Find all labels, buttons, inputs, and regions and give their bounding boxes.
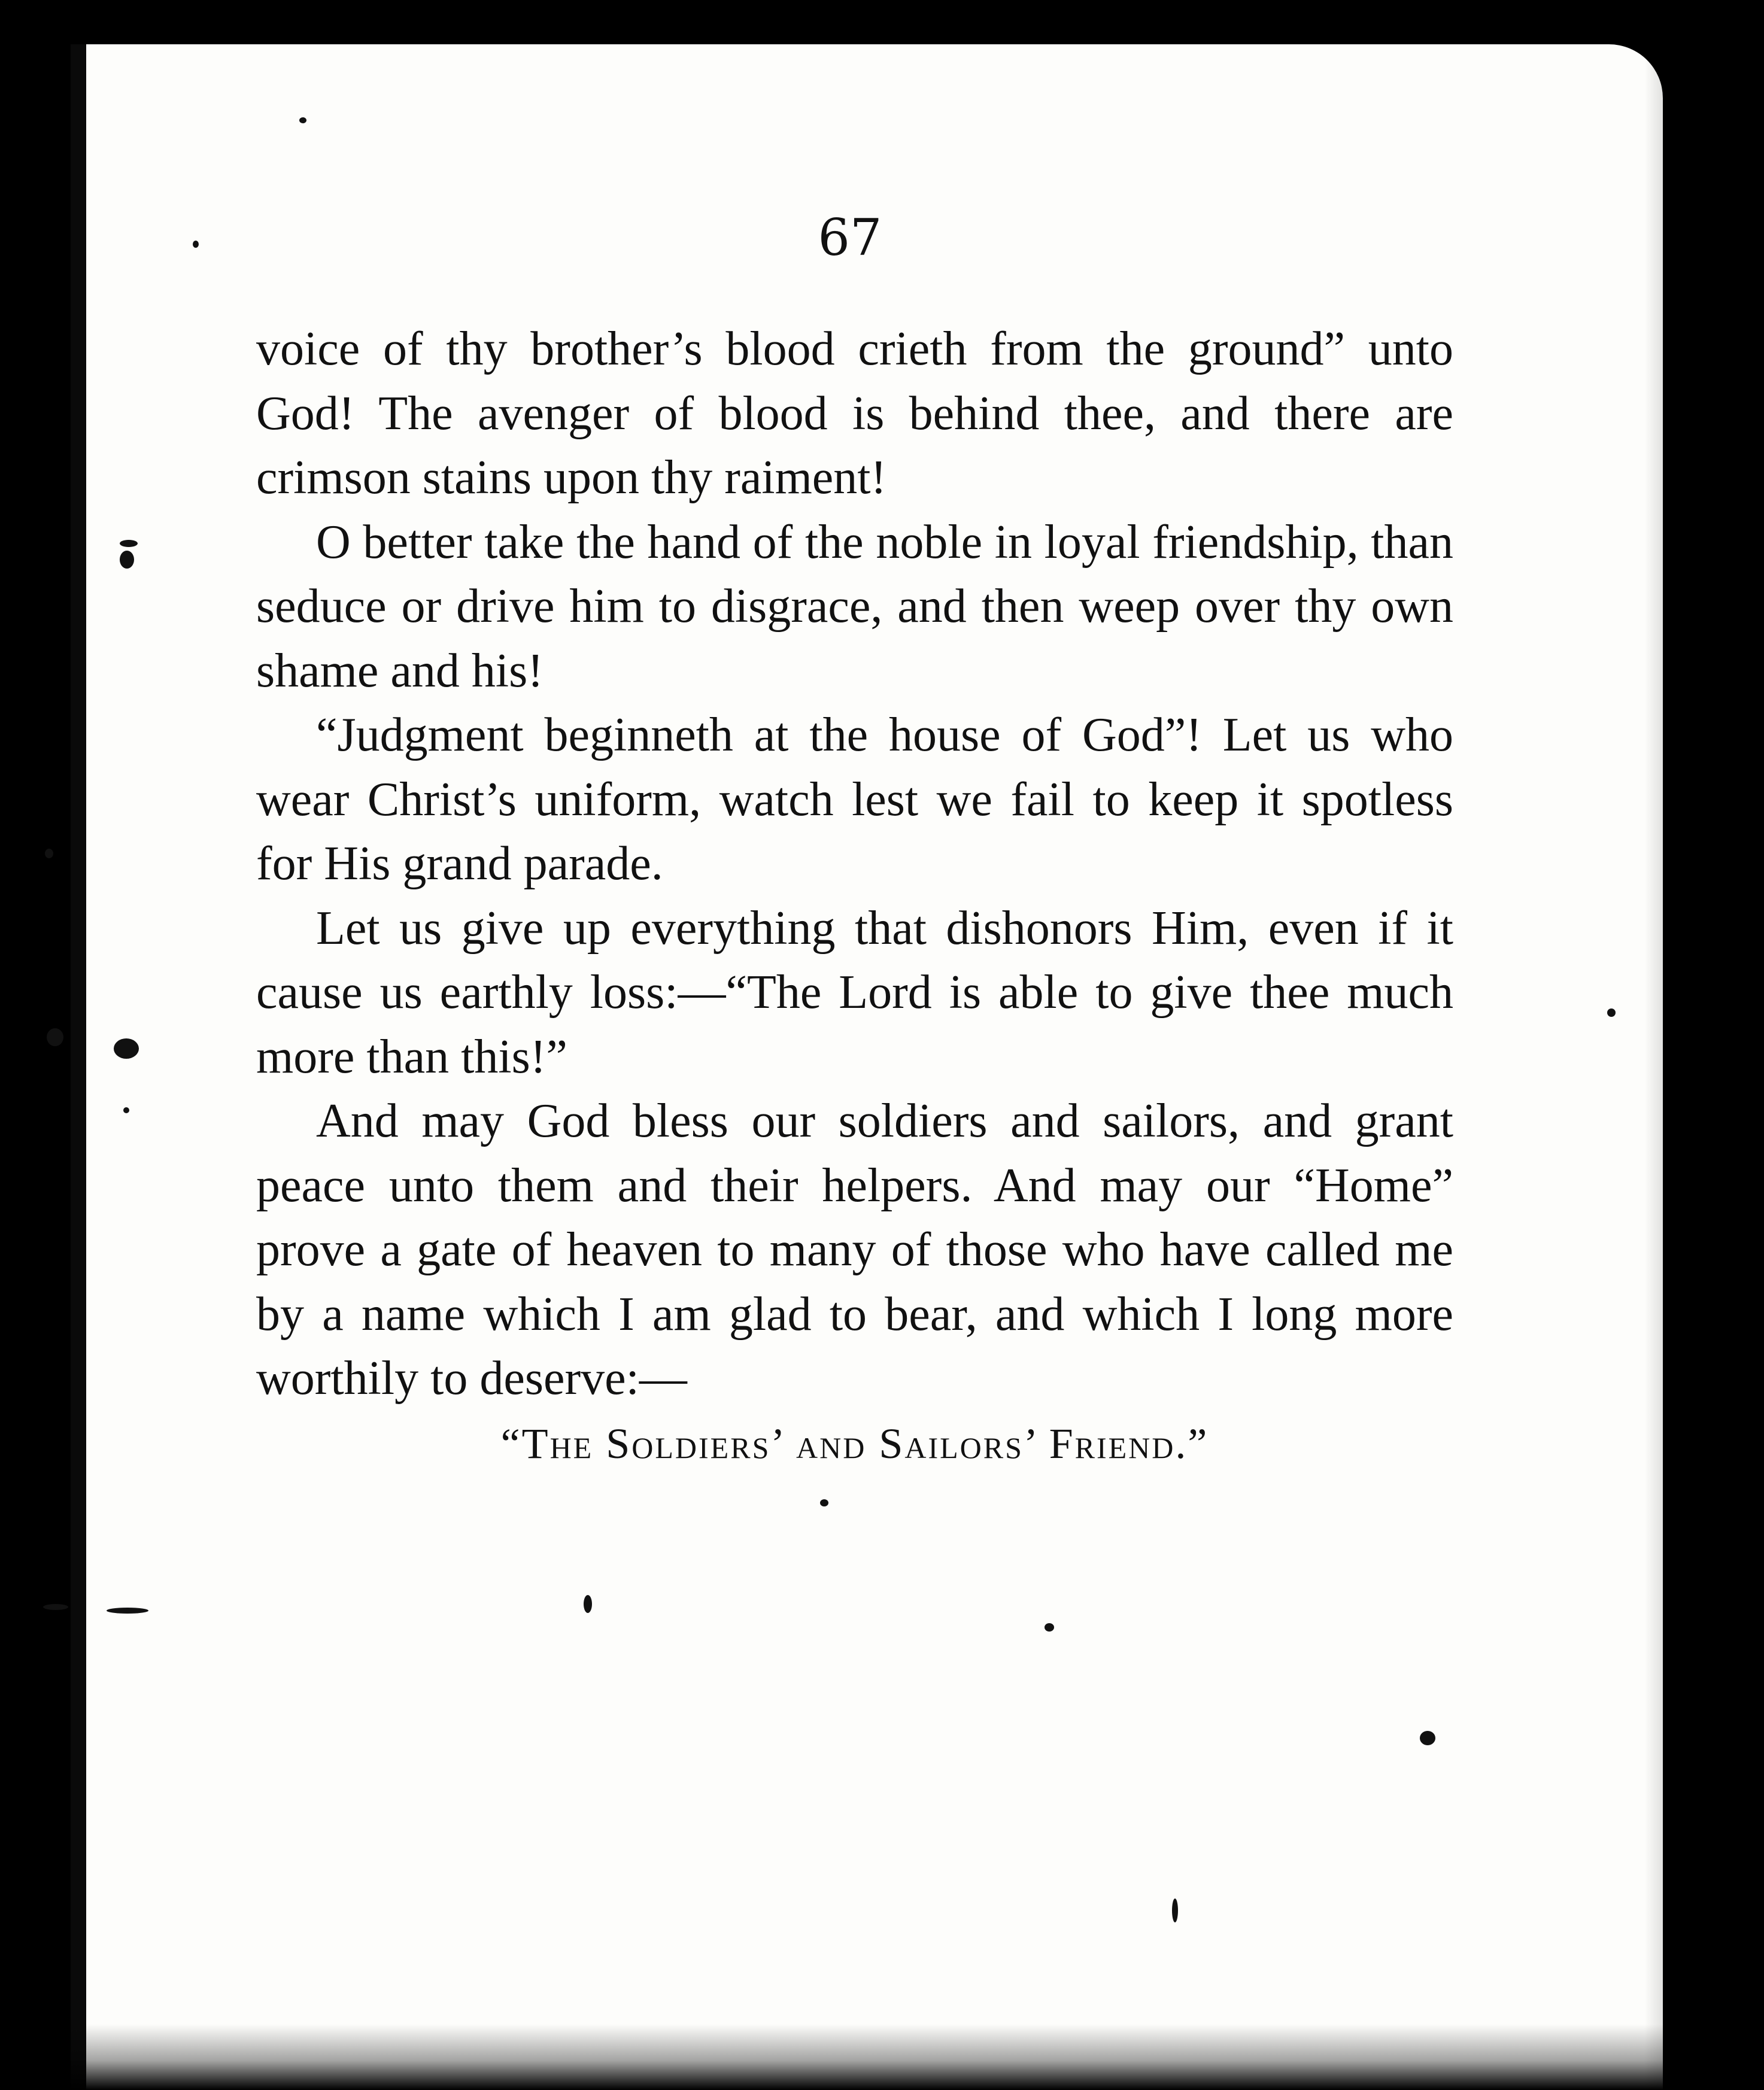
ink-speck	[45, 849, 53, 858]
ink-speck	[43, 1604, 68, 1610]
ink-speck	[1172, 1898, 1178, 1922]
binding-edge	[71, 44, 86, 2090]
paragraph: voice of thy brother’s blood crieth from the ground” unto God! The avenger of blood is behind thee, and there are crimson stains upon thy raiment!	[256, 323, 1453, 504]
ink-speck	[820, 1499, 828, 1506]
bottom-page-edge	[71, 2024, 1764, 2090]
right-page-edge	[1644, 44, 1764, 2090]
ink-speck	[114, 1038, 139, 1059]
ink-speck	[1420, 1731, 1435, 1745]
ink-speck	[123, 1107, 129, 1113]
ink-speck	[299, 117, 306, 123]
ink-speck	[193, 241, 199, 248]
paragraph: “Judgment beginneth at the house of God”! Let us who wear Christ’s uniform, watch lest we fail to keep it spotless for His grand parade.	[256, 709, 1453, 890]
paragraph: Let us give up everything that dishonors Him, even if it cause us earthly loss:—“The Lord is able to give thee much more than this!”	[256, 901, 1453, 1083]
ink-speck	[1607, 1008, 1616, 1017]
body-text	[256, 317, 1453, 1411]
ink-speck	[120, 540, 138, 547]
ink-speck	[584, 1595, 592, 1613]
paragraph: O better take the hand of the noble in loyal friendship, than seduce or drive him to disgrace, and then weep over thy own shame and his!	[256, 515, 1453, 697]
ink-speck	[107, 1608, 148, 1614]
ink-speck	[120, 551, 134, 569]
paragraph: And may God bless our soldiers and sailors, and grant peace unto them and their helpers. And may our “Home” prove a gate of heaven to many of those who have called me by a name which I am glad to bear, and which I long more worthily to deserve:—	[256, 1095, 1453, 1405]
ink-speck	[1045, 1623, 1054, 1632]
signature-line: “The Soldiers’ and Sailors’ Friend.”	[500, 1420, 1209, 1468]
ink-speck	[47, 1028, 63, 1046]
page-number: 67	[818, 208, 882, 267]
